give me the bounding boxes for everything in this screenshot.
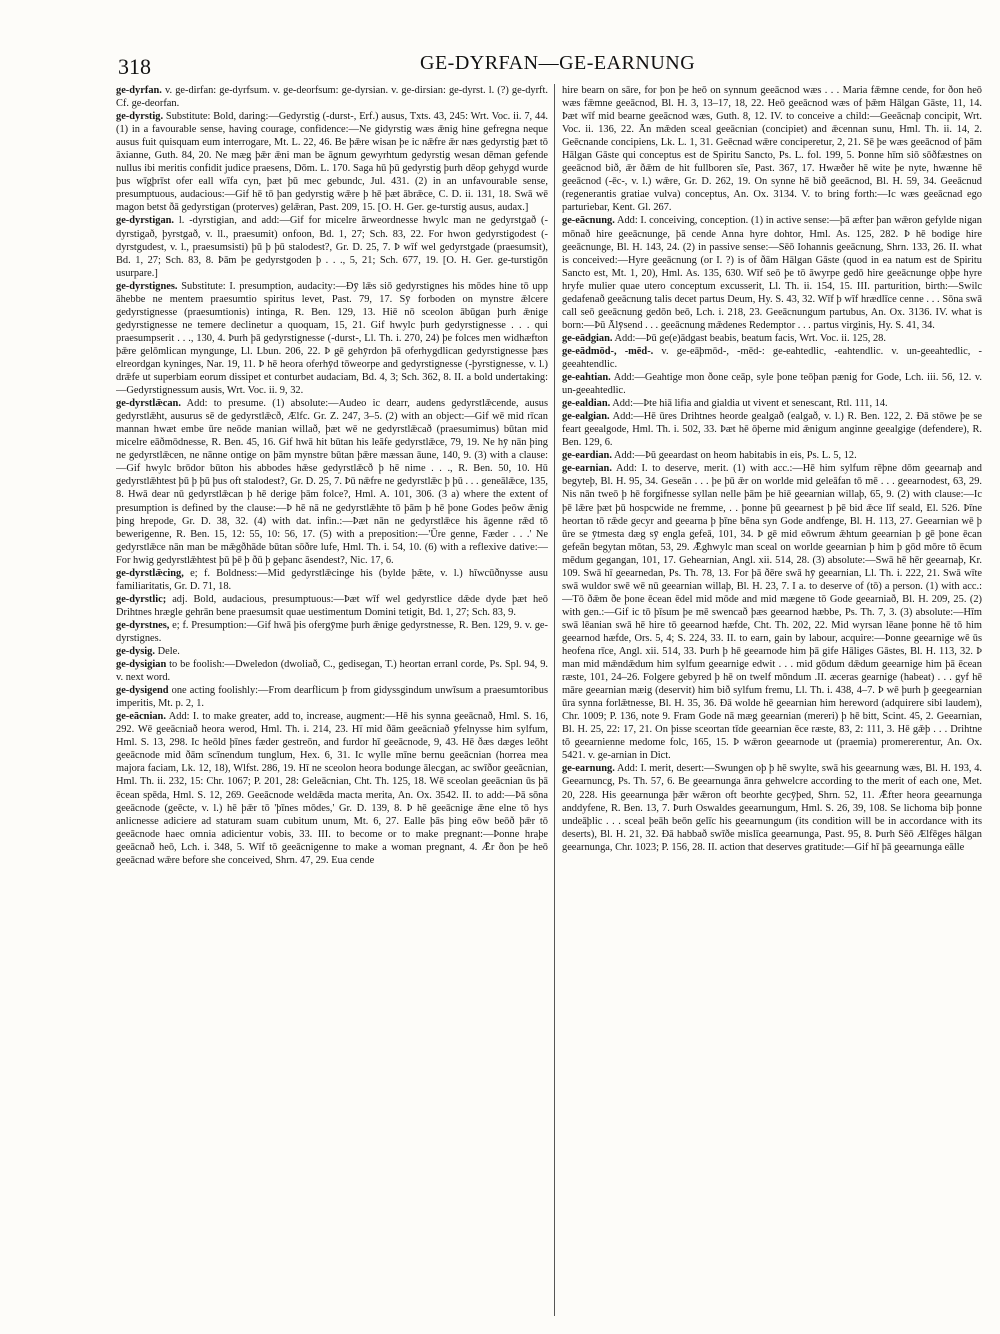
entry-headword: ge-dyrstlǣcan. — [116, 398, 181, 410]
entry-headword: ge-dyrstlic; — [116, 593, 167, 605]
dictionary-entry — [562, 410, 982, 449]
entry-body: Add: I. to deserve, merit. (1) with acc.:—Hē him sylfum rēþne dōm geearnaþ and begyteþ, Bl. H. 95, 34. Geseān . . . þe þū ǣr on worlde mid geleāfan tō mē . . . geearnodest, 63, 29. Nis nān tweō þ hē forgifnesse syllan nelle þām þe hiē geearnian willaþ, 65, 9. (2) with clause:—Ic þē lǣre þæt þū hospcwide ne fremme, . . þonne þū geearnest þ þē bid ǣce līf seald, El. 526. Þīne heortan tō rǣde gecyr and geearna þ þīne bēna syn Gode andfenge, Bl. H. 113, 27. Geearnian wē þ ūre se ȳtmesta dæg sȳ engla gefeā, 101, 34. Þ gē mid eōwrum ǣhtum geearnian þ gē þone ēcan gefeān begytan mōtan, 53, 29. Ǣghwylc man sceal on worlde geearnian þ him þ gōd mōre tō ēcum mēdum gegangan, 101, 17. Gehearnian, Angl. xii. 514, 28. (3) absolute:—Swā hē hēr geearnaþ, Kr. 109. Swā hī geearnedan, Ps. Th. 78, 13. For þā ðēre swā hȳ geearnian, Ll. Th. i. 222, 21. Swā wīte swā wuldor swē wē nū geearnian willaþ, Bl. H. 23, 7. I a. to deserve of (tō) a person. (1) with acc.:—Tō ðǣm ðe þone ēcean ēdel mid mōde and mid mægene tō Gode geearniað, Bl. H. 209, 25. (2) with gen.:—Gif ic tō þīsum þe mē swencað þæs geearnod hæbbe, Ps. Th. 7, 3. (3) absolute:—Hīm swā lēanian swā hē hire tō geearnod hæfde, Cht. Th. 202, 22. Mid wyrsan lēane þonne hē tō him geearnod hæfde, Ors. 5, 4; S. 224, 33. II. to earn, gain by labour, acquire:—Þonne geearnige wē ūs heofena rīce, Angl. xii. 514, 33. Þurh þ hē geearnode him þā gife Hāliges Gāstes, Bl. H. 113, 32. Þ man mid mǣndǣdum him sylfum geearnige edwit . . . mid gōdum dǣdum geearnige him þā ēcean ræste, 101, 24–26. Folgere gebyred þ hē on twelf mōndum .II. æceras gearnige (habeat) . . . gyf hē māre geearnian mæig (deservit) him bið sylfum fremu, Ll. Th. i. 438, 4–7. Þ wē þurh þ geegearnian ūra synna forlǣtnesse, Bl. H. 35, 36. Ðā wolde hē geearnian him hereword (adquirere sibi laudem), Chr. 1009; P. 136, note 9. Fram Gode nā mæg geearnian (mereri) þ hē bitt, Scint. 45, 2. Geearnian, Bl. H. 25, 22: 17, 21. On þisse sceortan tīde geearnian ēce ræste, 83, 2: 111, 3. Hē gǣþ . . . Drihtne tō geearnienne medome folc, 165, 15. Þ wǣron geearnode ut (praemia) promererentur, An. Ox. 5421. v. ge-arnian in Dict. — [562, 463, 982, 762]
dictionary-entry — [562, 84, 982, 214]
entry-body: hire bearn on sāre, for þon þe heō on synnum geeācnod wæs . . . Maria fǣmne cende, for ðon heō wæs fǣmne geeācnod, Bl. H. 3, 13–17, 18, 22. Heō geeācnod wæs of þǣm Hālgan Gāste, 11, 14. Þæt wīf mid bearne geeācnod wæs, Guth. 8, 12. IV. to conceive a child:—Geeācnaþ concipit, Wrt. Voc. ii. 136, 22. Ān mǣden sceal geeācnian (concipiet) and ǣcennan sunu, Hml. Th. ii. 14, 2. Geēcnande concipiens, Lk. L. 1, 31. Geēcnad wǣre conciperetur, 2, 21. Sē þe wæs geeācnod of þām Hālgan Gāste qui conceptus est de Spiritu Sancto, Ps. L. fol. 199, 5. Þonne hīm siō sōðfæstnes on geeācnod bið, ǣr ðǣm de hit fullboren sīe, Past. 367, 17. Hwæðer hē wite þe nyte, hwænne hē geeācnod (-ēc-, v. l.) wǣre, Gr. D. 262, 19. On synne hē bið geeācnod, Bl. H. 59, 34. Geeācnud (regenerantis gratiae vulva) conceptus, An. Ox. 3134. V. to bring forth:—Ic wæs geeācnad ego parturiebar, Kent. Gl. 267. — [562, 85, 982, 214]
running-head: GE-DYRFAN—GE-EARNUNG — [420, 52, 696, 74]
entry-headword: ge-dysigend — [116, 685, 169, 697]
entry-headword: ge-eācnung. — [562, 215, 615, 227]
entry-body: v. ge-dirfan: ge-dyrfsum. v. ge-deorfsum: ge-dyrsian. v. ge-dirsian: ge-dyrst. l. (?) ge-dyrft. Cf. ge-deorfan. — [116, 85, 548, 110]
dictionary-entry — [562, 345, 982, 371]
entry-headword: ge-ealdian. — [562, 398, 611, 410]
dictionary-entry — [562, 449, 982, 462]
dictionary-entry — [116, 397, 548, 567]
dictionary-entry — [116, 645, 548, 658]
dictionary-entry — [116, 84, 548, 110]
entry-body: v. ge-eāþmōd-, -mēd-: ge-eahtedlic, -eahtendlic. v. un-geeahtedlic, -geeahtendlic. — [562, 345, 982, 370]
dictionary-entry — [562, 371, 982, 397]
dictionary-entry — [562, 762, 982, 853]
entry-headword: ge-earnung. — [562, 763, 615, 775]
entry-body: Add:—Geahtige mon ðone ceāp, syle þone teōþan pænig for Gode, Lch. iii. 56, 12. v. un-geeahtedlic. — [562, 372, 982, 397]
dictionary-entry — [116, 710, 548, 867]
entry-headword: ge-dysigian — [116, 659, 167, 671]
dictionary-entry — [116, 658, 548, 684]
entry-headword: ge-eardian. — [562, 450, 612, 462]
entry-headword: ge-earnian. — [562, 463, 612, 475]
entry-body: Add: I. merit, desert:—Swungen oþ þ hē swylte, swā his geearnung wæs, Bl. H. 193, 4. Geearnuncg, Ps. Th. 57, 6. Be geearnunga ānra gehwelcre according to the merit of each one, Met. 20, 228. His geearnunga þǣr wǣron oft beorhte gecȳþed, Shrn. 52, 11. Ǣfter heora geearnunga anddyfene, R. Ben. 13, 7. Þurh Oswaldes geearnungum, Hml. S. 26, 39, 108. Se lichoma biþ þonne undeāþlic . . . sceal þeāh beōn gelīc his geearnungum (its condition will be in accordance with its deserts), Bl. H. 21, 32. Ðā habbað swīðe mislīca geearnunga, Past. 95, 8. Þurh Sēō Ælfēges hālgan geearnunga, Chr. 1023; P. 156, 28. II. action that deserves gratitude:—Gif hī þā geearnunga eālle — [562, 763, 982, 853]
entry-headword: ge-eādmōd-, -mēd-. — [562, 345, 654, 357]
entry-headword: ge-dyrstig. — [116, 111, 164, 123]
dictionary-entry — [116, 214, 548, 279]
dictionary-entry — [116, 593, 548, 619]
right-column — [562, 84, 982, 1316]
dictionary-entry — [116, 684, 548, 710]
dictionary-entry — [116, 280, 548, 397]
entry-body: Substitute: I. presumption, audacity:—Ðȳ lǣs siō gedyrstignes his mōdes hine tō upp āhebbe ne mentem praesumtio spiritus levet, Past. 79, 17. Sȳ forboden on mynstre ǣlcere gedyrstignesse (praesumtionis) intinga, R. Ben. 129, 13. Hiē nō sceolon ābūgan þurh ǣnige gedyrstignesse ne temere declinetur a quoquam, 15, 21. Gif hwylc þurh gedyrstignesse . . . qui praesumpserit . . ., 130, 4. Þurh þā gedyrstignesse (-durst-, Ll. Th. i. 270, 24) þe folces men widhæfton þǣre gelōmlican myngunge, Ll. Lbun. 206, 22. Þ gē gehȳrdon þā oferhygdlican gedyrstignesse þæs elreordgan kyninges, Nar. 19, 11. Þ hē heora oferhȳd tōweorpe and gedyrstignesse (-þyrstignesse, v. l.) drǣfe ut superbiam eorum dissipet et conturbet audaciam, Bd. 4, 3; Sch. 362, 8. II. a bold undertaking:—Gedyrstignessum ausis, Wrt. Voc. ii. 9, 32. — [116, 280, 548, 397]
entry-body: l. -dyrstigian, and add:—Gif for micelre ārweordnesse hwylc man ne gedyrstgað (-dyrstigað, þyrstgað, v. ll., praesumit) onfoon, Bd. 1, 27; Sch. 83, 22. For hwon gedyrstigodest (-dyrstgudest, v. l., praesumsisti) þū þ þū stalodest?, Gr. D. 25, 7. Þ wīf wel gedyrstgade (praesumsit), Bd. 1, 27; Sch. 83, 8. Þām þe gedyrstgoden þ . . ., 5, 21; Sch. 677, 19. [O. H. Ger. ge-turstigōn usurpare.] — [116, 215, 548, 279]
entry-body: Add:—Þū ge(e)ādgast beabis, beatum facis, Wrt. Voc. ii. 125, 28. — [614, 332, 886, 344]
entry-body: one acting foolishly:—From dearflicum þ from gidyssgindum unwīsum a praesumtoribus imperitis, Mt. p. 2, 1. — [116, 685, 548, 710]
entry-headword: ge-eādgian. — [562, 332, 613, 344]
dictionary-entry — [116, 567, 548, 593]
entry-headword: ge-dysig. — [116, 646, 155, 658]
entry-body: e; f. Presumption:—Gif hwā þis ofergȳme þurh ǣnige gedyrstnesse, R. Ben. 129, 9. v. ge-dyrstignes. — [116, 619, 548, 644]
entry-body: e; f. Boldness:—Mid gedyrstlǣcinge his (bylde þǣte, v. l.) hīwcūðnysse ausu familiaritatis, Gr. D. 71, 18. — [116, 567, 548, 592]
dictionary-entry — [562, 214, 982, 331]
entry-headword: ge-dyrstnes, — [116, 619, 170, 631]
dictionary-entry — [562, 332, 982, 345]
column-rule — [554, 84, 555, 1316]
dictionary-entry — [116, 110, 548, 214]
entry-body: Add: to presume. (1) absolute:—Audeo ic dearr, audens gedyrstlǣcende, ausus gedyrstlǣht, ausurus sē de gedyrstlǣcð, Ælfc. Gr. Z. 247, 3–5. (2) with an object:—Gif wē mid rīcan mannan hwæt embe ūre neōde manian willað, þæt wē ne gedyrstlǣcað (praesumimus) būtan mid micelre eāðmōdnesse, R. Ben. 45, 16. Gif hwā hit būtan his leāfe gedyrstlǣce, 79, 19. Ne hȳ nān þing ne gedyrstlǣcen, ne nānne ontige on þām mynstre būtan þǣre mæssan āune, 140, 9. (3) with a clause:—Gif hwylc brōdor būton his abbodes hǣse gedyrstlǣcð þ hē nime . . ., R. Ben. 50, 10. Hū gedyrstlǣhtest þū þ þū þus oft stalodest?, Gr. D. 25, 7. Þū nǣfre ne gedyrstlǣc þ þū . . . geneālǣce, 135, 8. Hwā dear nū gedyrstlǣcan þ hē derige þām folce?, Hml. A. 101, 306. (3 a) where the extent of presumption is defined by the clause:—Þ hē nā ne gedyrstlǣhte tō þām þ hē þone Godes þeōw ǣnig þing hrepode, Gr. D. 38, 32. (4) with dat. infin.:—Þæt nān ne gedyrstlǣce his āgenne rǣd tō bewerigenne, R. Ben. 15, 12: 55, 10: 56, 17. (5) with a preposition:—'Ūre genne, Fæder . . .' Ne gedyrstlǣce nān man be mǣgðhāde būtan sōðre lufe, Hml. Th. i. 54, 10. (6) with a reflexive dative:—For hwig gedyrstlǣhtest þū þē þ ðū þ geþanc āsendest?, Nic. 17, 6. — [116, 398, 548, 566]
page-number: 318 — [118, 54, 151, 79]
entry-body: Substitute: Bold, daring:—Gedyrstig (-durst-, Erf.) ausus, Txts. 43, 245: Wrt. Voc. ii. 7, 44. (1) in a favourable sense, having courage, confidence:—Ne gidyrstig wæs ǣnig hine gefregna neque ausus fuit quisquam eum interrogare, Mt. L. 22, 46. Be þǣre wisan þe ic nǣfre ǣr næs gedyrstig þæt tō āxianne, Guth. 84, 20. Ne mæg þǣr ǣni man be āgnum gewyrhtum gedyrstig wesan dēman gefende nullus ibi meritis confidit judice praesens, Dōm. L. 170. Saga hū þū gedyrstig þurh dēop gehygd wurde þus wīgþrīst ofer eall wīfa cyn, þæt þū mec gebundc, Jul. 431. (2) in an unfavourable sense, presumptuous, audacious:—Gif hē tō þan gedyrstig wǣre þ hē þæt ābrǣce, C. D. ii. 131, 18. Swā wē magon betst ðā gedyrstigan (proterves) gelǣran, Past. 209, 15. [O. H. Ger. ge-turstig ausus, audax.] — [116, 111, 548, 214]
entry-body: to be foolish:—Dweledon (dwoliað, C., gedisegan, T.) heortan erranl corde, Ps. Spl. 94, 9. v. next word. — [116, 659, 548, 684]
entry-headword: ge-eahtian. — [562, 372, 611, 384]
entry-body: Add:—Þū geeardast on heom habitabis in eis, Ps. L. 5, 12. — [613, 450, 857, 462]
entry-body: Add:—Þte hiā lifia and gialdia ut vivent et senescant, Rtl. 111, 14. — [612, 398, 888, 410]
entry-body: Add: I. conceiving, conception. (1) in active sense:—þā æfter þan wǣron gefylde nigan mōnað hire geeācnunge, þā cende Anna hyre dohtor, Hml. As. 125, 282. Þ hē bodige hire geeācnunge, Bl. H. 143, 24. (2) in passive sense:—Sēō Iohannis geeācnung, Shrn. 133, 26. II. what is conceived:—Hyre geeācnung (or I. ?) is of ðām Hālgan Gāste (quod in ea natum est de Spiritu Sancto est, Mt. 1, 20), Hml. As. 135, 630. Wīf seō þe tō āwyrpe gedō hire geeācnunge oþþe hyre hryfe mulier quae utero conceptum excusserit, Ll. Th. ii. 154, 15. III. parturition, birth:—Swilc gedafenað geeācnung talis decet partus Deum, Hy. S. 43, 32. Wīf þ wīf hrædlīce cenne . . . Sōna swā call seō geeācnung gedōn beō, Lch. i. 218, 23. Geeācnungum partubus, An. Ox. 3136. IV. what is born:—Þū Ālȳsend . . . geeācnung mǣdenes Redemptor . . . partus virginis, Hy. S. 41, 34. — [562, 215, 982, 331]
entry-body: Add:—Hē ūres Drihtnes heorde gealgað (ealgað, v. l.) R. Ben. 122, 2. Ðā stōwe þe se feart geealgode, Hml. Th. i. 502, 33. Þæt hē ōþerne mid ǣnigum anginne geealgige (defendere), R. Ben. 129, 6. — [562, 411, 982, 449]
entry-headword: ge-dyrstlǣcing, — [116, 567, 184, 579]
dictionary-entry — [562, 462, 982, 762]
entry-headword: ge-dyrfan. — [116, 85, 162, 96]
entry-headword: ge-ealgian. — [562, 411, 610, 423]
entry-headword: ge-dyrstigan. — [116, 215, 175, 227]
dictionary-entry — [116, 619, 548, 645]
left-column — [116, 84, 548, 1316]
entry-body: adj. Bold, audacious, presumptuous:—Þæt wīf wel gedyrstlice dǣde dyde þæt heō Drihtnes hrægle gehrān bene praesumsit quae uestimentum Domini tetigit, Bd. 1, 27; Sch. 83, 9. — [116, 593, 548, 618]
dictionary-entry — [562, 397, 982, 410]
entry-headword: ge-dyrstignes. — [116, 280, 178, 292]
entry-body: Dele. — [157, 646, 180, 658]
entry-headword: ge-eācnian. — [116, 711, 166, 723]
entry-body: Add: I. to make greater, add to, increase, augment:—Hē his synna geeācnað, Hml. S. 16, 292. Wē geeācniað heora werod, Hml. Th. i. 214, 23. Hī mid ðām geeācniað ȳfelnysse him sylfum, Hml. S. 13, 298. Ic heōld þīnes fæder gestreōn, and furdor hī geeācnode, 9, 43. Hē ðæs dæges leōht geeācnode mid ðām scīnendum tunglum, Hex. 6, 31. Ic wylle mīne bernu geeācnian (horrea mea majora faciam, Lk. 12, 18), Wlfst. 286, 19. Hī ne sceolon heora bodunge ālecgan, ac swīðor geeācnian, Hml. Th. ii. 232, 15: Chr. 1067; P. 201, 28: Geleācnian, Cht. Th. 125, 18. Wē sceolan geeācnian ūs þā ēcean spēda, Hml. S. 12, 269. Geeācnode weldǣda macta merita, An. Ox. 3542. II. to add:—Þā sōna geeācnode (geēcte, v. l.) hē þǣr tō 'þīnes mōdes,' Gr. D. 139, 8. Þ hē geeācnige ǣne elne tō hys anlicnesse adiciere ad staturam suam cubitum unum, Mt. 6, 27. Ealle þās þing eōw beōð þǣr tō geeācnode haec omnia adicientur vobis, 33. III. to become or to make pregnant:—Þonne hraþe geeācnað heō, Lch. i. 348, 5. Wīf tō geeācnigenne to make a woman pregnant, 4. Ǣr ðon þe heō geeācnad wǣre before she conceived, Shrn. 47, 29. Eua cende — [116, 711, 548, 866]
